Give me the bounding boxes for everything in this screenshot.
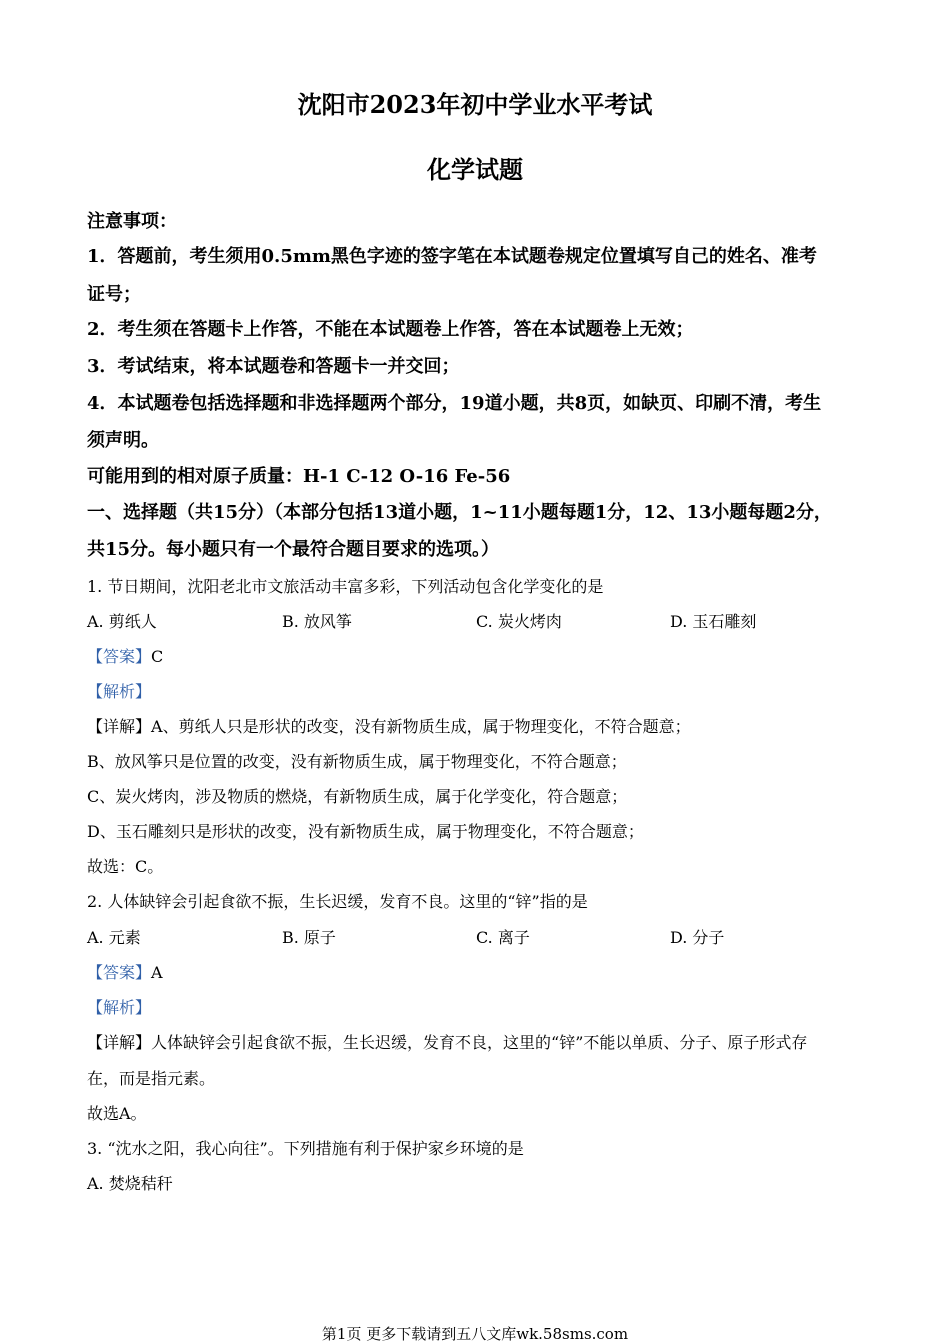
atomic-mass-note: 可能用到的相对原子质量：H-1 C-12 O-16 Fe-56 [87,466,511,487]
question-1-option-c: C. 炭火烤肉 [476,612,562,631]
answer-value: C [151,647,164,666]
question-2-option-b: B. 原子 [282,928,336,947]
question-1-choice: 故选：C。 [87,857,164,876]
detail-text: A、剪纸人只是形状的改变，没有新物质生成，属于物理变化，不符合题意； [151,717,691,736]
note-item-3: 3．考试结束，将本试题卷和答题卡一并交回； [87,356,460,377]
detail-text: 人体缺锌会引起食欲不振，生长迟缓，发育不良，这里的“锌”不能以单质、分子、原子形式存 [151,1033,808,1052]
question-1-detail-c: C、炭火烤肉，涉及物质的燃烧，有新物质生成，属于化学变化，符合题意； [87,787,628,806]
note-item-2: 2．考生须在答题卡上作答，不能在本试题卷上作答，答在本试题卷上无效； [87,319,694,340]
question-3-option-a: A. 焚烧秸秆 [87,1174,173,1193]
question-1-detail-a [87,715,877,739]
question-1-detail-b: B、放风筝只是位置的改变，没有新物质生成，属于物理变化，不符合题意； [87,752,627,771]
answer-tag: 【答案】 [87,647,152,666]
question-1-option-a: A. 剪纸人 [87,612,157,631]
note-item-4-cont: 须声明。 [87,430,159,451]
answer-tag: 【答案】 [87,963,152,982]
note-item-1-cont: 证号； [87,284,141,305]
question-2-option-c: C. 离子 [476,928,530,947]
question-2-detail-a [87,1031,877,1055]
question-1-stem: 1. 节日期间，沈阳老北市文旅活动丰富多彩，下列活动包含化学变化的是 [87,577,604,596]
detail-tag: 【详解】 [87,1033,152,1052]
question-1-option-b: B. 放风筝 [282,612,352,631]
question-2-analysis-tag: 【解析】 [87,998,152,1017]
detail-tag: 【详解】 [87,717,152,736]
question-1-analysis-tag: 【解析】 [87,682,152,701]
question-2-detail-b: 在，而是指元素。 [87,1069,216,1088]
page-footer: 第1页 更多下载请到五八文库wk.58sms.com [321,1325,629,1343]
answer-value: A [151,963,163,982]
question-1-answer [87,645,877,669]
exam-title: 沈阳市2023年初中学业水平考试 [297,90,653,119]
question-3-stem: 3. “沈水之阳，我心向往”。下列措施有利于保护家乡环境的是 [87,1139,524,1158]
question-1-detail-d: D、玉石雕刻只是形状的改变，没有新物质生成，属于物理变化，不符合题意； [87,822,644,841]
section-heading-cont: 共15分。每小题只有一个最符合题目要求的选项。） [87,539,500,560]
note-item-4: 4．本试题卷包括选择题和非选择题两个部分，19道小题，共8页，如缺页、印刷不清，考生 [87,393,822,414]
question-2-stem: 2. 人体缺锌会引起食欲不振，生长迟缓，发育不良。这里的“锌”指的是 [87,892,588,911]
notes-heading: 注意事项： [87,211,177,232]
question-2-answer [87,961,877,985]
section-heading: 一、选择题（共15分）（本部分包括13道小题，1~11小题每题1分，12、13小题每题2分， [87,502,832,523]
question-2-option-d: D. 分子 [670,928,725,947]
note-item-1: 1．答题前，考生须用0.5mm黑色字迹的签字笔在本试题卷规定位置填写自己的姓名、准考 [87,246,817,267]
question-1-option-d: D. 玉石雕刻 [670,612,757,631]
question-2-option-a: A. 元素 [87,928,141,947]
question-2-choice: 故选A。 [87,1104,147,1123]
exam-subtitle: 化学试题 [427,155,523,184]
